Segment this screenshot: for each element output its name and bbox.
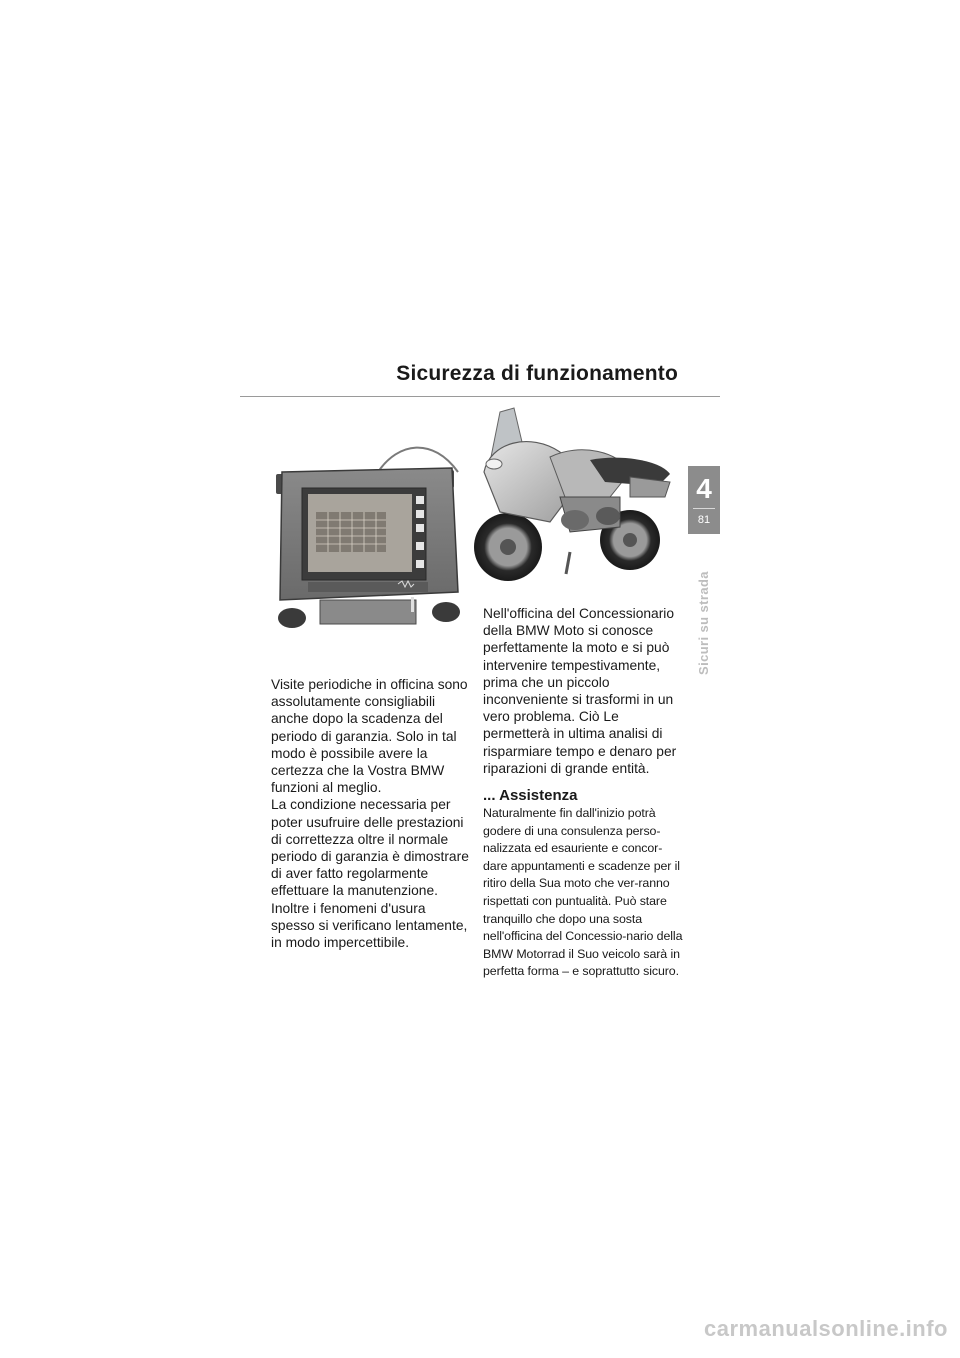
left-text-column: [271, 676, 471, 951]
chapter-divider: [693, 508, 715, 509]
section-heading: ... Assistenza: [483, 787, 578, 805]
motorcycle-illustration: [470, 402, 680, 602]
watermark: carmanualsonline.info: [704, 1316, 948, 1341]
chapter-tab: [688, 466, 720, 534]
title-divider: [240, 396, 720, 397]
paragraph: Inoltre i fenomeni d'usura spesso si verificano lentamente, in modo impercettibile.: [271, 900, 468, 951]
chapter-number: 4: [696, 473, 712, 504]
right-text-column: [483, 605, 683, 981]
paragraph: Nell'officina del Concessionario della BMW Moto si conosce perfettamente la moto e si può intervenire tempestivamente, prima che un piccolo inconveniente si trasformi in un vero problema. Ciò Le permetterà in ultima analisi di risparmiare tempo e denaro per riparazioni di grande entità.: [483, 606, 677, 776]
chapter-section-label: Sicuri su strada: [696, 571, 711, 675]
diagnostic-device-illustration: [268, 432, 464, 632]
paragraph: Naturalmente fin dall'inizio potrà godere di una consulenza perso-nalizzata ed esauriente e concor-dare appuntamenti e scadenze per il ritiro della Sua moto che ver-ranno rispettati con puntualità. Può stare tranquillo che dopo una sosta nell'officina del Concessio-nario della BMW Motorrad il Suo veicolo sarà in perfetta forma – e soprattutto sicuro.: [483, 806, 683, 979]
page-number: 81: [697, 514, 711, 526]
page-title: Sicurezza di funzionamento: [396, 362, 678, 385]
paragraph: La condizione necessaria per poter usufruire delle prestazioni di correttezza oltre il normale periodo di garanzia è dimostrare di aver fatto regolarmente effettuare la manutenzione.: [271, 797, 469, 899]
paragraph: Visite periodiche in officina sono assolutamente consigliabili anche dopo la scadenza del periodo di garanzia. Solo in tal modo è possibile avere la certezza che la Vostra BMW funzioni al meglio.: [271, 677, 468, 796]
